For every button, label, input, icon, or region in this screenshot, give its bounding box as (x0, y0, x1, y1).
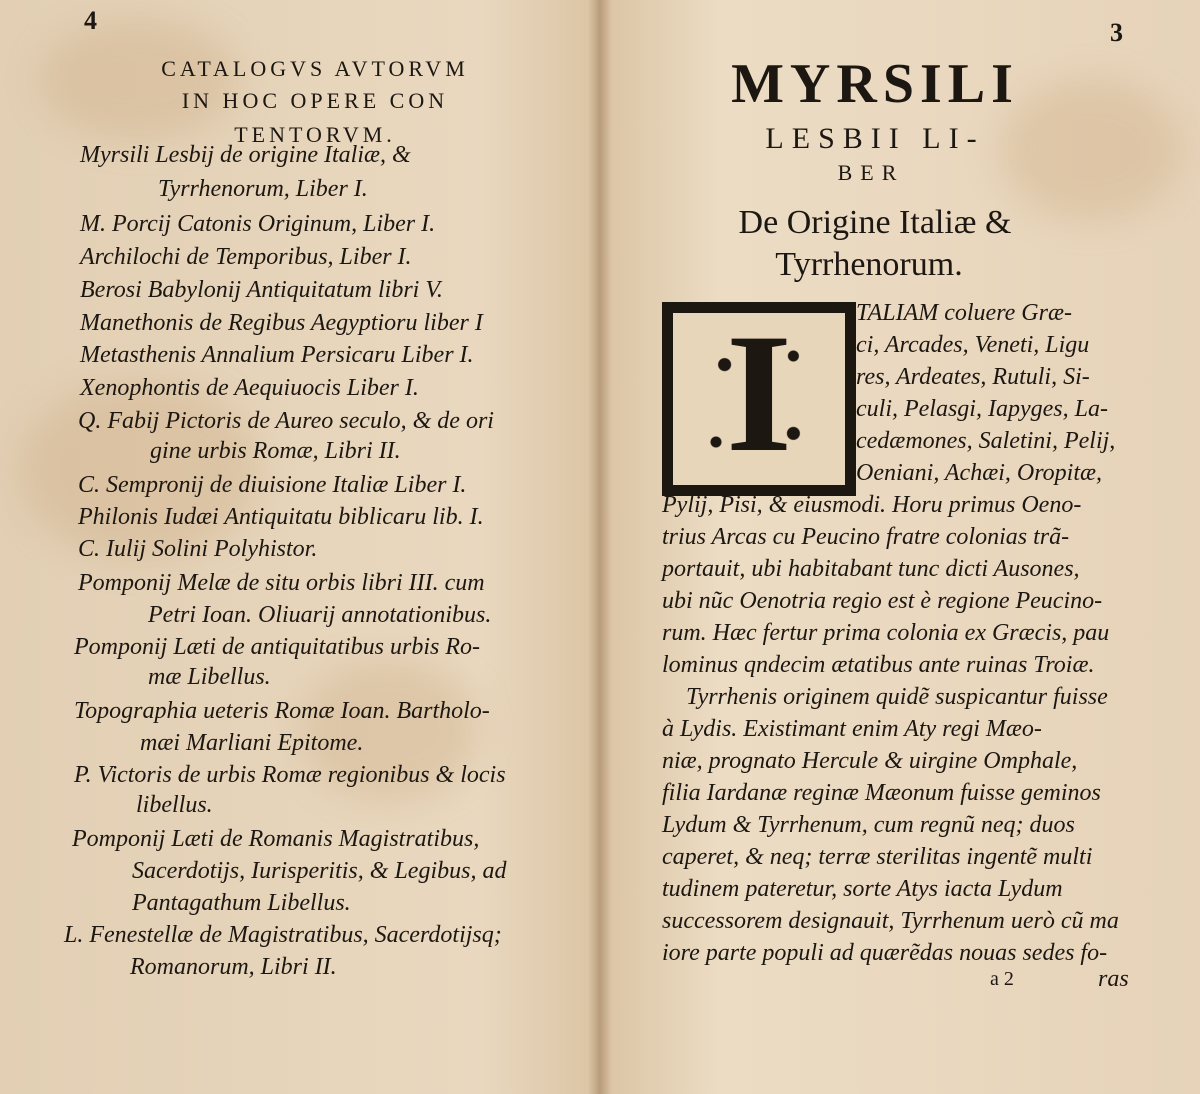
catalog-entry: P. Victoris de urbis Romæ regionibus & locis (74, 762, 506, 788)
body-line: Tyrrhenis originem quidẽ suspicantur fuisse (686, 684, 1108, 710)
left-page (0, 0, 590, 1094)
catalog-entry: C. Sempronij de diuisione Italiæ Liber I. (78, 472, 467, 498)
folio-left: 4 (84, 6, 97, 35)
body-line: cedæmones, Saletini, Pelij, (856, 428, 1116, 454)
catalog-entry: Xenophontis de Aequiuocis Liber I. (80, 375, 419, 401)
work-title: MYRSILI (731, 53, 1019, 115)
section-title-line-2: Tyrrhenorum. (775, 246, 963, 283)
catchword: ras (1098, 966, 1129, 992)
right-page (610, 0, 1200, 1094)
catalog-entry: Q. Fabij Pictoris de Aureo seculo, & de ori (78, 408, 494, 434)
catalog-entry: M. Porcij Catonis Originum, Liber I. (80, 211, 436, 237)
catalog-entry: Pantagathum Libellus. (132, 890, 351, 916)
body-line: ubi nũc Oenotria regio est è regione Peucino- (662, 588, 1103, 614)
body-line: caperet, & neq; terræ sterilitas ingentẽ multi (662, 844, 1093, 870)
catalog-entry: Myrsili Lesbij de origine Italiæ, & (80, 142, 411, 168)
work-subtitle-line-2: BER (837, 160, 905, 185)
catalog-heading-line-1: CATALOGVS AVTORVM (161, 56, 469, 81)
body-line: portauit, ubi habitabant tunc dicti Ausones, (662, 556, 1080, 582)
catalog-entry: Archilochi de Temporibus, Liber I. (80, 244, 412, 270)
catalog-entry: libellus. (136, 792, 213, 818)
body-line: TALIAM coluere Græ- (856, 300, 1072, 326)
catalog-entry: Philonis Iudæi Antiquitatu biblicaru lib. I. (78, 504, 484, 530)
work-subtitle-line-1: LESBII LI- (765, 122, 985, 155)
catalog-entry: Sacerdotijs, Iurisperitis, & Legibus, ad (132, 858, 507, 884)
body-line: Oeniani, Achæi, Oropitæ, (856, 460, 1102, 486)
catalog-entry: Romanorum, Libri II. (130, 954, 337, 980)
catalog-entry: Tyrrhenorum, Liber I. (158, 176, 368, 202)
catalog-heading-line-3: TENTORVM. (234, 122, 396, 147)
body-line: res, Ardeates, Rutuli, Si- (856, 364, 1090, 390)
initial-letter: I (725, 299, 793, 487)
body-line: tudinem pateretur, sorte Atys iacta Lydum (662, 876, 1063, 902)
catalog-entry: gine urbis Romæ, Libri II. (150, 438, 401, 464)
catalog-heading-line-2: IN HOC OPERE CON (181, 88, 449, 113)
body-line: successorem designauit, Tyrrhenum uerò cũ ma (662, 908, 1119, 934)
body-line: à Lydis. Existimant enim Aty regi Mæo- (662, 716, 1042, 742)
catalog-entry: mæi Marliani Epitome. (140, 730, 364, 756)
catalog-entry: mæ Libellus. (148, 664, 271, 690)
body-line: niæ, prognato Hercule & uirgine Omphale, (662, 748, 1078, 774)
folio-right: 3 (1110, 18, 1123, 47)
body-line: rum. Hæc fertur prima colonia ex Græcis, pau (662, 620, 1110, 646)
section-title-line-1: De Origine Italiæ & (738, 204, 1012, 241)
body-line: filia Iardanæ reginæ Mæonum fuisse geminos (662, 780, 1101, 806)
body-line: iore parte populi ad quærẽdas nouas sedes fo- (662, 940, 1108, 966)
catalog-entry: Manethonis de Regibus Aegyptioru liber I (80, 310, 483, 336)
body-line: Lydum & Tyrrhenum, cum regnũ neq; duos (662, 812, 1075, 838)
catalog-entry: L. Fenestellæ de Magistratibus, Sacerdotijsq; (64, 922, 502, 948)
signature-mark: a 2 (990, 968, 1014, 990)
body-line: Pylij, Pisi, & eiusmodi. Horu primus Oeno- (662, 492, 1082, 518)
body-line: culi, Pelasgi, Iapyges, La- (856, 396, 1108, 422)
catalog-entry: Topographia ueteris Romæ Ioan. Bartholo- (74, 698, 490, 724)
body-line: lominus qndecim ætatibus ante ruinas Troiæ. (662, 652, 1095, 678)
catalog-entry: Petri Ioan. Oliuarij annotationibus. (148, 602, 492, 628)
body-line: ci, Arcades, Veneti, Ligu (856, 332, 1090, 358)
catalog-entry: Berosi Babylonij Antiquitatum libri V. (80, 277, 443, 303)
catalog-entry: Pomponij Læti de antiquitatibus urbis Ro- (74, 634, 481, 660)
catalog-entry: C. Iulij Solini Polyhistor. (78, 536, 318, 562)
decorated-initial (662, 299, 856, 496)
catalog-entry: Pomponij Læti de Romanis Magistratibus, (72, 826, 480, 852)
body-line: trius Arcas cu Peucino fratre colonias trã- (662, 524, 1070, 550)
catalog-entry: Pomponij Melæ de situ orbis libri III. cum (78, 570, 485, 596)
catalog-entry: Metasthenis Annalium Persicaru Liber I. (80, 342, 474, 368)
